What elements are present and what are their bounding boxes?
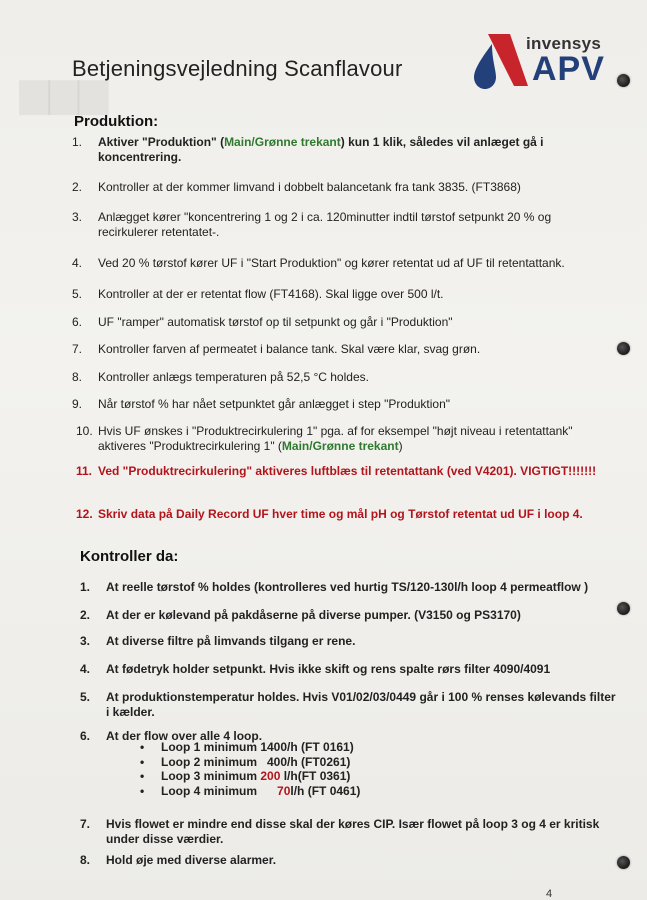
page-number: 4 bbox=[546, 888, 553, 900]
item-number: 9. bbox=[72, 397, 83, 411]
list-item bbox=[72, 256, 618, 271]
item-number: 1. bbox=[72, 135, 83, 149]
item-text-warning: Skriv data på Daily Record UF hver time og mål pH og Tørstof retentat ud UF i loop 4. bbox=[98, 507, 583, 521]
list-item bbox=[72, 315, 618, 330]
list-item bbox=[140, 769, 360, 784]
bullet-icon: • bbox=[140, 783, 145, 798]
list-item bbox=[76, 464, 618, 479]
item-text-part: ) bbox=[398, 439, 403, 453]
item-number: 11. bbox=[76, 464, 93, 478]
loop-minimum-list bbox=[140, 740, 360, 798]
item-text: Når tørstof % har nået setpunktet går anlægget i step "Produktion" bbox=[98, 397, 451, 411]
item-number: 5. bbox=[72, 287, 83, 301]
section-heading-produktion: Produktion: bbox=[74, 113, 159, 130]
item-number: 6. bbox=[80, 729, 91, 743]
item-text: Hvis flowet er mindre end disse skal der køres CIP. Især flowet på loop 3 og 4 er kritisk under disse værdier. bbox=[106, 817, 600, 846]
item-number: 3. bbox=[80, 634, 91, 648]
loop-text: Loop 2 minimum 400/h (FT0261) bbox=[161, 754, 351, 769]
item-number: 7. bbox=[80, 817, 91, 831]
section-heading-kontroller: Kontroller da: bbox=[80, 548, 179, 565]
binder-hole-icon bbox=[617, 74, 630, 87]
item-text: Kontroller at der kommer limvand i dobbelt balancetank fra tank 3835. (FT3868) bbox=[98, 180, 521, 194]
item-text: Kontroller anlægs temperaturen på 52,5 °C holdes. bbox=[98, 370, 369, 384]
item-number: 8. bbox=[72, 370, 83, 384]
list-item bbox=[80, 817, 606, 847]
item-text-part: Aktiver "Produktion" ( bbox=[98, 135, 225, 149]
list-item bbox=[140, 784, 360, 799]
bullet-icon: • bbox=[140, 740, 145, 754]
loop-text: l/h (FT 0461) bbox=[290, 783, 361, 798]
item-number: 2. bbox=[72, 180, 83, 194]
item-text-part: Hvis UF ønskes i "Produktrecirkulering 1" pga. af for eksempel "højt niveau i retentattank" aktiveres "Produktrecirkulering 1" ( bbox=[98, 424, 573, 453]
bullet-icon: • bbox=[140, 769, 145, 783]
list-item bbox=[72, 287, 618, 302]
item-text: Kontroller farven af permeatet i balance tank. Skal være klar, svag grøn. bbox=[98, 342, 481, 356]
item-text: At reelle tørstof % holdes (kontrolleres ved hurtig TS/120-130l/h loop 4 permeatflow ) bbox=[106, 580, 589, 594]
item-text: At der er kølevand på pakdåserne på diverse pumper. (V3150 og PS3170) bbox=[106, 608, 521, 622]
list-item bbox=[72, 370, 618, 385]
item-number: 3. bbox=[72, 210, 83, 224]
item-text: At der flow over alle 4 loop. bbox=[106, 729, 263, 743]
list-item bbox=[80, 608, 626, 623]
loop-text: Loop 3 minimum bbox=[161, 769, 261, 783]
list-item bbox=[80, 690, 616, 720]
item-number: 5. bbox=[80, 690, 91, 704]
loop-value-highlight: 200 bbox=[260, 769, 281, 783]
document-title: Betjeningsvejledning Scanflavour bbox=[72, 56, 403, 81]
list-item bbox=[76, 424, 598, 454]
item-text: Kontroller at der er retentat flow (FT4168). Skal ligge over 500 l/t. bbox=[98, 287, 444, 301]
item-text: Anlægget kører "koncentrering 1 og 2 i ca. 120minutter indtil tørstof setpunkt 20 % og recirkulerer retentatet-. bbox=[98, 210, 552, 239]
item-text-part: ) kun 1 klik, således vil anlæget gå i koncentrering. bbox=[98, 135, 544, 164]
item-number: 4. bbox=[72, 256, 83, 270]
binder-hole-icon bbox=[617, 342, 630, 355]
item-text: UF "ramper" automatisk tørstof op til setpunkt og går i "Produktion" bbox=[98, 315, 453, 329]
list-item bbox=[76, 507, 618, 522]
list-item bbox=[72, 342, 618, 357]
item-text: Ved 20 % tørstof kører UF i "Start Produktion" og kører retentat ud af UF til retentattank. bbox=[98, 256, 565, 270]
list-item bbox=[140, 740, 360, 755]
list-item bbox=[80, 662, 626, 677]
item-text: At diverse filtre på limvands tilgang er rene. bbox=[106, 634, 356, 648]
list-item bbox=[72, 397, 618, 412]
invensys-apv-logo bbox=[470, 30, 620, 94]
item-number: 10. bbox=[76, 424, 93, 438]
bullet-icon: • bbox=[140, 754, 145, 769]
apv-triangle-icon bbox=[470, 30, 530, 94]
loop-text: l/h(FT 0361) bbox=[280, 769, 351, 783]
item-text: At fødetryk holder setpunkt. Hvis ikke skift og rens spalte rørs filter 4090/4091 bbox=[106, 662, 551, 676]
list-item bbox=[72, 180, 618, 195]
item-number: 4. bbox=[80, 662, 91, 676]
list-item bbox=[80, 580, 616, 595]
item-number: 6. bbox=[72, 315, 83, 329]
show-through-shadow: ▆▆▆ bbox=[20, 72, 108, 114]
list-item bbox=[140, 755, 360, 770]
item-text-warning: Ved "Produktrecirkulering" aktiveres luftblæs til retentattank (ved V4201). VIGTIGT!!!!!!! bbox=[98, 464, 597, 478]
loop-text: Loop 1 minimum 1400/h (FT 0161) bbox=[161, 740, 354, 754]
logo-brand-text: invensys bbox=[526, 34, 602, 53]
list-item bbox=[72, 210, 578, 240]
item-number: 2. bbox=[80, 608, 91, 622]
item-number: 1. bbox=[80, 580, 91, 594]
list-item bbox=[72, 135, 618, 165]
item-text: Hold øje med diverse alarmer. bbox=[106, 853, 277, 867]
logo-apv-text: APV bbox=[532, 50, 605, 88]
loop-text: Loop 4 minimum bbox=[161, 783, 278, 798]
item-text-highlight: Main/Grønne trekant bbox=[224, 135, 341, 149]
item-number: 12. bbox=[76, 507, 93, 521]
item-text: At produktionstemperatur holdes. Hvis V01/02/03/0449 går i 100 % renses kølevands filter i kælder. bbox=[106, 690, 616, 719]
item-number: 7. bbox=[72, 342, 83, 356]
item-number: 8. bbox=[80, 853, 91, 867]
list-item bbox=[80, 634, 626, 649]
loop-value-highlight: 70 bbox=[277, 783, 291, 798]
item-text-highlight: Main/Grønne trekant bbox=[281, 439, 399, 453]
list-item bbox=[80, 853, 626, 868]
